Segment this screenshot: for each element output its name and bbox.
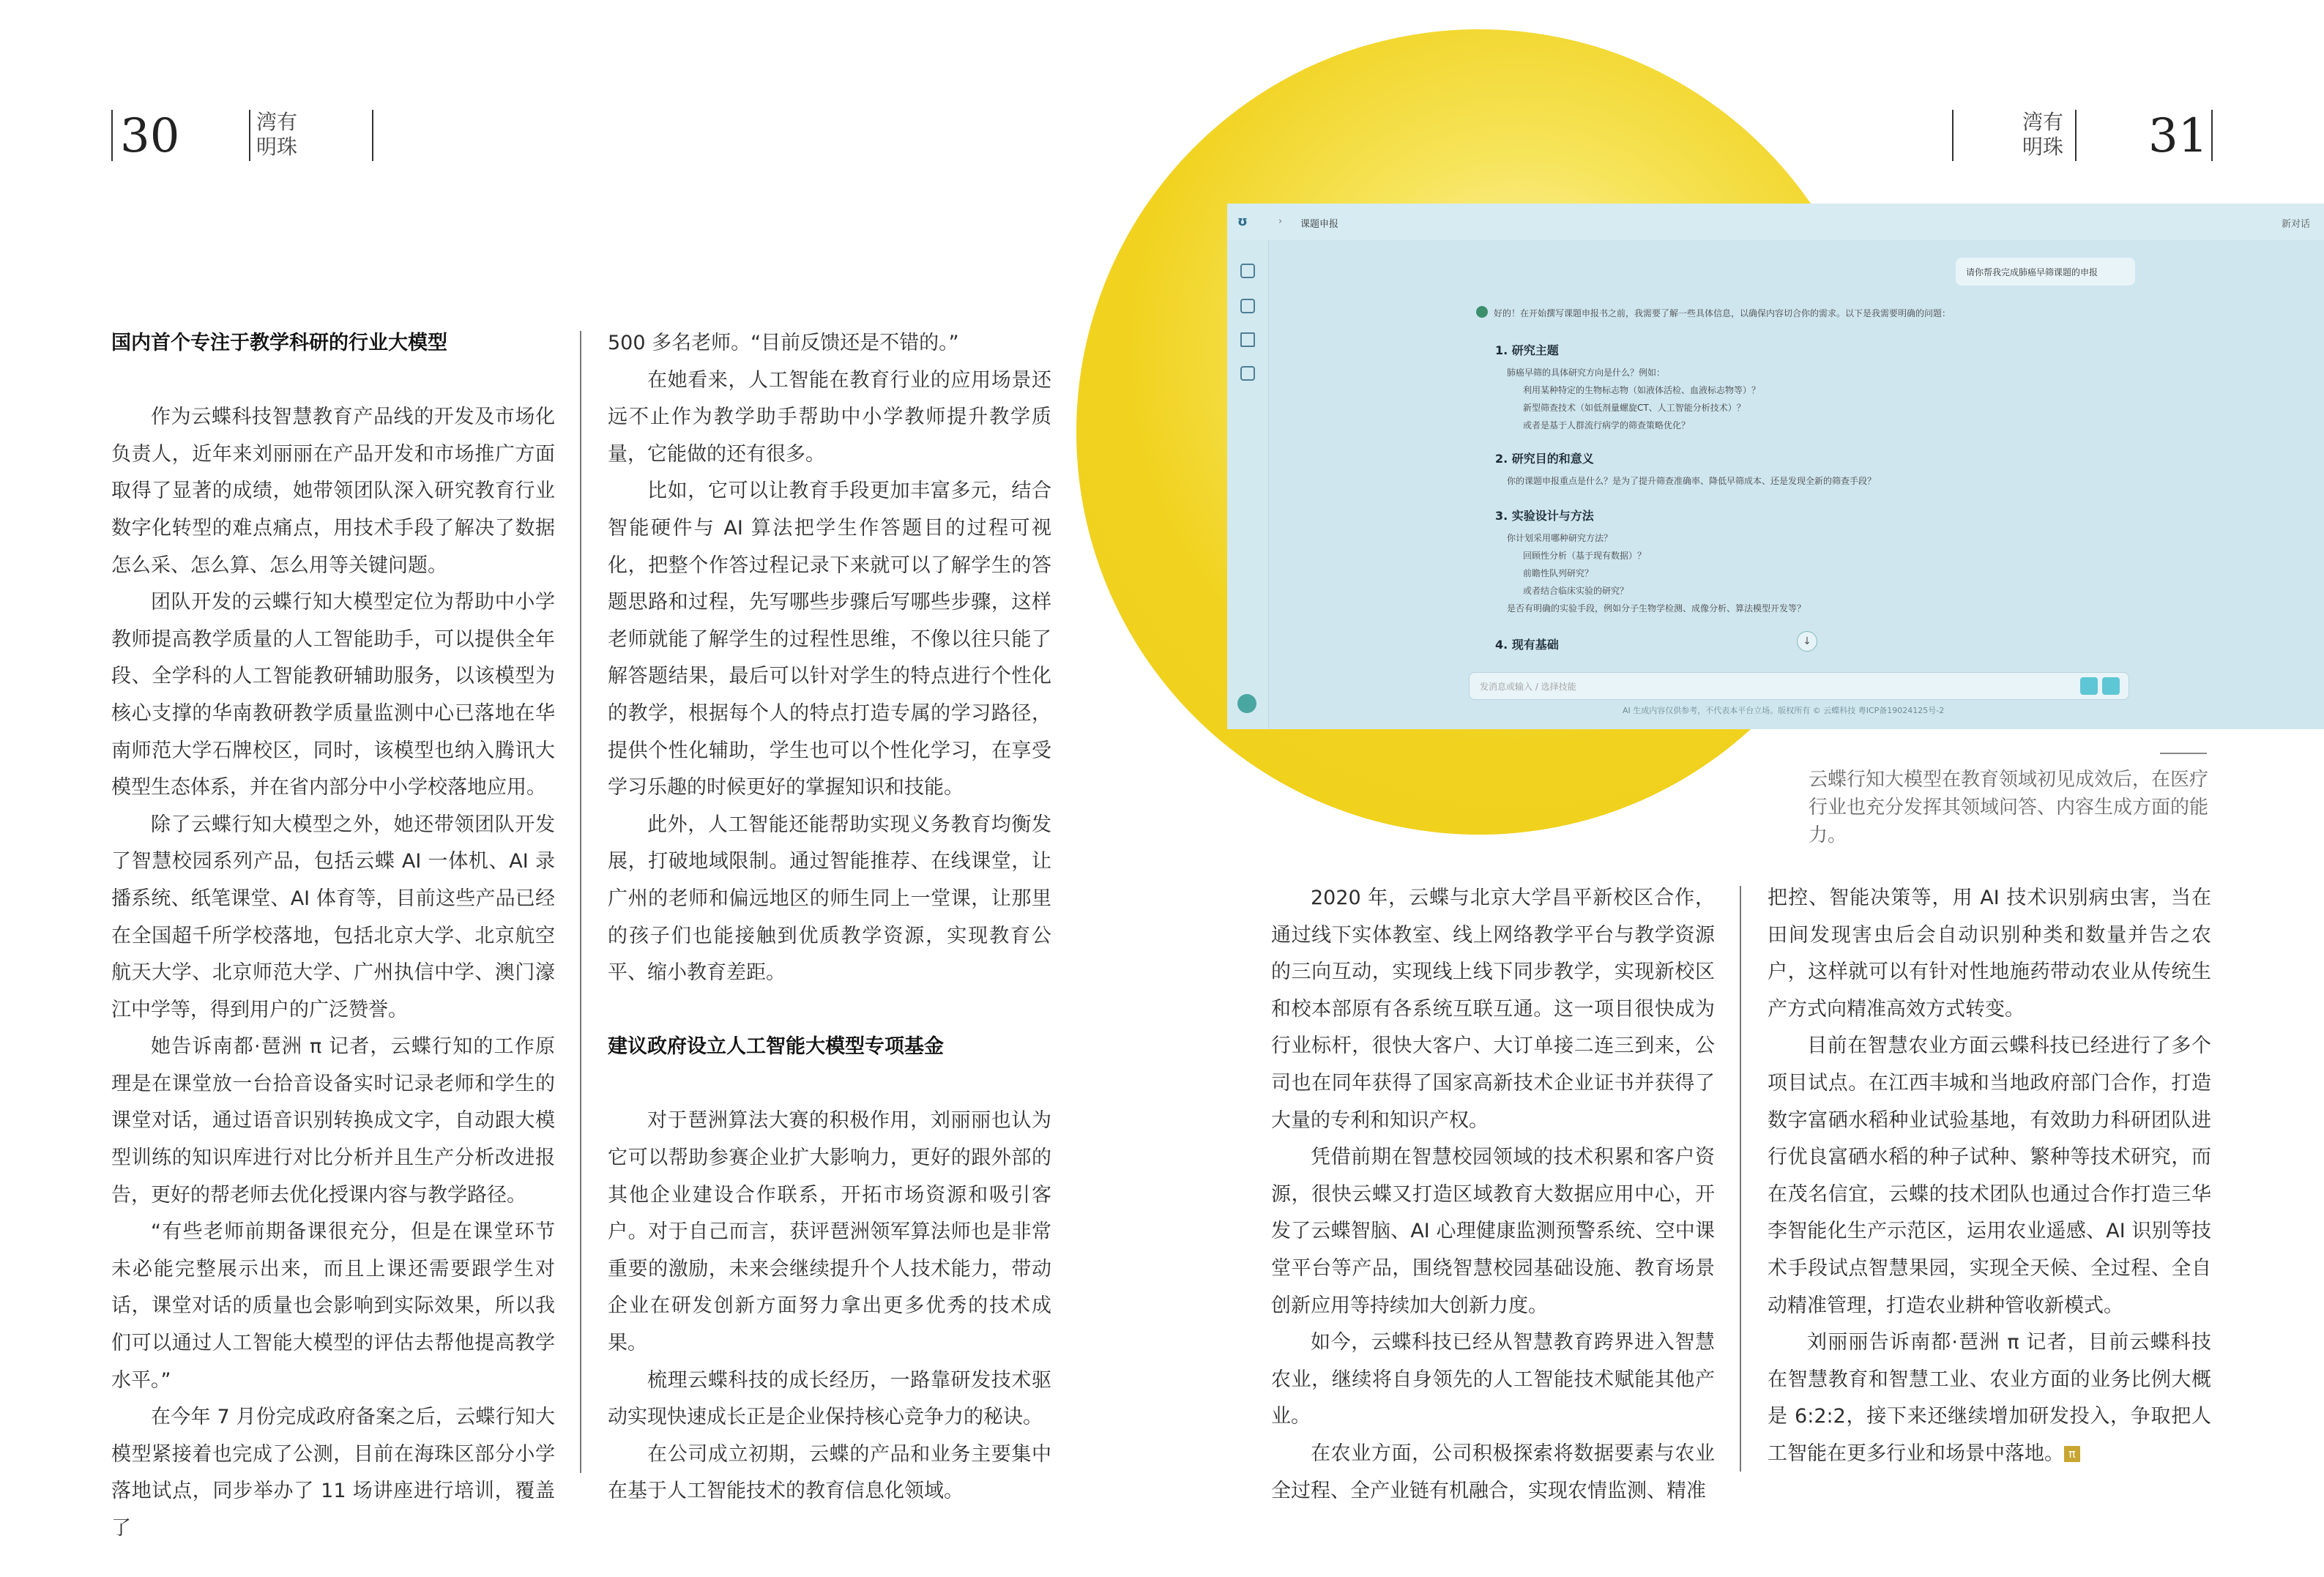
chat-input[interactable] bbox=[1469, 672, 2129, 700]
chevron-right-icon: › bbox=[1278, 216, 1283, 227]
header-rule-left-inner bbox=[372, 110, 373, 161]
paragraph: 对于琶洲算法大赛的积极作用，刘丽丽也认为它可以帮助参赛企业扩大影响力，更好的跟外部的其他企业建设合作联系，开拓市场资源和吸引客户。对于自己而言，获评琶洲领军算法师也是非常重要的激励，未来会继续提升个人技术能力，带动企业在研发创新方面努力拿出更多优秀的技术成果。 bbox=[608, 1109, 1051, 1355]
paragraph: 2020 年，云蝶与北京大学昌平新校区合作，通过线下实体教室、线上网络教学平台与教学资源的三向互动，实现线上线下同步教学，实现新校区和校本部原有各系统互联互通。这一项目很快成为行业标杆，很快大客户、大订单接二连三到来，公司也在同年获得了国家高新技术企业证书并获得了大量的专利和知识产权。 bbox=[1271, 887, 1715, 1132]
paragraph: 目前在智慧农业方面云蝶科技已经进行了多个项目试点。在江西丰城和当地政府部门合作，打造数字富硒水稻种业试验基地，有效助力科研团队进行优良富硒水稻的种子试种、繁种等技术研究，而在茂名信宜，云蝶的技术团队也通过合作打造三华李智能化生产示范区，运用农业遥感、AI 识别等技术手段试点智慧果园，实现全天候、全过程、全自动精准管理，打造农业耕种管收新模式。 bbox=[1768, 1034, 2211, 1317]
header-rule-right-inner bbox=[1952, 110, 1954, 161]
app-sidebar bbox=[1227, 240, 1269, 729]
section-heading: 国内首个专注于教学科研的行业大模型 bbox=[111, 332, 447, 354]
paragraph bbox=[1768, 1324, 2211, 1472]
scroll-down-button[interactable]: ↓ bbox=[1797, 631, 1817, 652]
section-title: 4. 现有基础 bbox=[1495, 638, 1559, 652]
user-message-bubble bbox=[1956, 258, 2135, 286]
article-column-1 bbox=[111, 325, 555, 1548]
history-icon[interactable] bbox=[1240, 366, 1255, 381]
list-icon[interactable] bbox=[1240, 332, 1255, 347]
end-mark-icon: π bbox=[2064, 1446, 2080, 1462]
attach-button[interactable] bbox=[2080, 677, 2098, 695]
app-logo-icon: ʊ bbox=[1237, 214, 1248, 229]
list-item: 或者是基于人群流行病学的筛查策略优化？ bbox=[1523, 420, 1691, 430]
section-title: 3. 实验设计与方法 bbox=[1495, 509, 1594, 523]
list-item: 你计划采用哪种研究方法？ bbox=[1507, 533, 1613, 543]
magazine-section-line1-right: 湾有 bbox=[2022, 110, 2064, 134]
avatar[interactable] bbox=[1237, 694, 1256, 713]
bot-avatar-icon bbox=[1476, 306, 1488, 318]
quote-paragraph: “有些老师前期备课很充分，但是在课堂环节未必能完整展示出来，而且上课还需要跟学生对话，课堂对话的质量也会影响到实际效果，所以我们可以通过人工智能大模型的评估去帮他提高教学水平。” bbox=[111, 1220, 555, 1392]
paragraph: 如今，云蝶科技已经从智慧教育跨界进入智慧农业，继续将自身领先的人工智能技术赋能其他产业。 bbox=[1271, 1331, 1715, 1428]
paragraph: 在今年 7 月份完成政府备案之后，云蝶行知大模型紧接着也完成了公测，目前在海珠区部分小学落地试点，同步举办了 11 场讲座进行培训，覆盖了 bbox=[111, 1406, 555, 1540]
magazine-section-line2-right: 明珠 bbox=[2022, 135, 2064, 159]
list-item: 或者结合临床实验的研究？ bbox=[1523, 586, 1629, 596]
paragraph: 除了云蝶行知大模型之外，她还带领团队开发了智慧校园系列产品，包括云蝶 AI 一体机、AI 录播系统、纸笔课堂、AI 体育等，目前这些产品已经在全国超千所学校落地，包括北京大学、北京航空航天大学、北京师范大学、广州执信中学、澳门濠江中学等，得到用户的广泛赞誉。 bbox=[111, 813, 555, 1021]
footer-disclaimer: AI 生成内容仅供参考，不代表本平台立场。版权所有 © 云蝶科技 粤ICP备19024125号-2 bbox=[1623, 706, 1945, 715]
input-placeholder: 发消息或输入 / 选择技能 bbox=[1480, 682, 1576, 692]
list-item: 前瞻性队列研究？ bbox=[1523, 568, 1594, 578]
header-rule-right-outer bbox=[2211, 110, 2213, 161]
page-number-right: 31 bbox=[2148, 109, 2208, 163]
chat-icon[interactable] bbox=[1240, 264, 1255, 278]
breadcrumb: 课题申报 bbox=[1300, 219, 1339, 230]
list-item: 肺癌早筛的具体研究方向是什么？例如： bbox=[1507, 368, 1666, 378]
paragraph: 梳理云蝶科技的成长经历，一路靠研发技术驱动实现快速成长正是企业保持核心竞争力的秘诀。 bbox=[608, 1368, 1051, 1429]
app-screenshot bbox=[1227, 204, 2324, 729]
send-button[interactable] bbox=[2102, 677, 2120, 695]
list-item: 利用某种特定的生物标志物（如液体活检、血液标志物等）？ bbox=[1523, 385, 1761, 395]
paragraph-text: 刘丽丽告诉南都·琶洲 π 记者，目前云蝶科技在智慧教育和智慧工业、农业方面的业务比例大概是 6:2:2，接下来还继续增加研发投入，争取把人工智能在更多行业和场景中落地。 bbox=[1768, 1331, 2211, 1465]
column-divider bbox=[580, 331, 581, 1473]
article-column-4 bbox=[1768, 880, 2211, 1473]
paragraph: 500 多名老师。“目前反馈还是不错的。” bbox=[608, 332, 959, 354]
paragraph: 作为云蝶科技智慧教育产品线的开发及市场化负责人，近年来刘丽丽在产品开发和市场推广方面取得了显著的成绩，她带领团队深入研究教育行业数字化转型的难点痛点，用技术手段了解决了数据怎么采、怎么算、怎么用等关键问题。 bbox=[111, 406, 555, 577]
bot-intro: 好的！在开始撰写课题申报书之前，我需要了解一些具体信息，以确保内容切合你的需求。以下是我需要明确的问题： bbox=[1494, 308, 1951, 318]
paragraph: 在公司成立初期，云蝶的产品和业务主要集中在基于人工智能技术的教育信息化领域。 bbox=[608, 1442, 1051, 1503]
magazine-section-line2: 明珠 bbox=[256, 135, 298, 159]
user-message-text: 请你帮我完成肺癌早筛课题的申报 bbox=[1966, 267, 2098, 277]
paragraph: 比如，它可以让教育手段更加丰富多元，结合智能硬件与 AI 算法把学生作答题目的过程可视化，把整个作答过程记录下来就可以了解学生的答题思路和过程，先写哪些步骤后写哪些步骤，这样老师就能了解学生的过程性思维，不像以往只能了解答题结果，最后可以针对学生的特点进行个性化的教学，根据每个人的特点打造专属的学习路径，提供个性化辅助，学生也可以个性化学习，在享受学习乐趣的时候更好的掌握知识和技能。 bbox=[608, 480, 1051, 799]
column-divider bbox=[1740, 886, 1741, 1472]
paragraph: 凭借前期在智慧校园领域的技术积累和客户资源，很快云蝶又打造区域教育大数据应用中心，开发了云蝶智脑、AI 心理健康监测预警系统、空中课堂平台等产品，围绕智慧校园基础设施、教育场景创新应用等持续加大创新力度。 bbox=[1271, 1146, 1715, 1317]
image-caption: 云蝶行知大模型在教育领域初见成效后，在医疗行业也充分发挥其领域问答、内容生成方面的能力。 bbox=[1809, 769, 2209, 846]
header-rule-left-outer bbox=[111, 110, 113, 161]
caption-rule bbox=[2160, 753, 2207, 754]
grid-icon[interactable] bbox=[1240, 299, 1255, 313]
app-topbar bbox=[1227, 204, 2324, 240]
paragraph: 在农业方面，公司积极探索将数据要素与农业全过程、全产业链有机融合，实现农情监测、精准 bbox=[1271, 1442, 1715, 1502]
page-number-left: 30 bbox=[120, 109, 180, 163]
section-title: 1. 研究主题 bbox=[1495, 343, 1559, 357]
paragraph: 团队开发的云蝶行知大模型定位为帮助中小学教师提高教学质量的人工智能助手，可以提供全年段、全学科的人工智能教研辅助服务，以该模型为核心支撑的华南教研教学质量监测中心已落地在华南师范大学石牌校区，同时，该模型也纳入腾讯大模型生态体系，并在省内部分中小学校落地应用。 bbox=[111, 591, 555, 799]
magazine-section-line1: 湾有 bbox=[256, 110, 298, 134]
header-rule-left-mid bbox=[249, 110, 250, 161]
list-item: 是否有明确的实验手段，例如分子生物学检测、成像分析、算法模型开发等？ bbox=[1507, 603, 1806, 614]
list-item: 回顾性分析（基于现有数据）？ bbox=[1523, 551, 1647, 561]
article-column-3 bbox=[1271, 880, 1715, 1510]
paragraph: 把控、智能决策等，用 AI 技术识别病虫害，当在田间发现害虫后会自动识别种类和数量并告之农户，这样就可以有针对性地施药带动农业从传统生产方式向精准高效方式转变。 bbox=[1768, 887, 2211, 1021]
new-chat-button[interactable]: 新对话 bbox=[2282, 219, 2311, 230]
list-item: 你的课题申报重点是什么？是为了提升筛查准确率、降低早筛成本、还是发现全新的筛查手段？ bbox=[1507, 476, 1877, 486]
paragraph: 在她看来，人工智能在教育行业的应用场景还远不止作为教学助手帮助中小学教师提升教学质量，它能做的还有很多。 bbox=[608, 368, 1051, 466]
paragraph: 此外，人工智能还能帮助实现义务教育均衡发展，打破地域限制。通过智能推荐、在线课堂，让广州的老师和偏远地区的师生同上一堂课，让那里的孩子们也能接触到优质教学资源，实现教育公平、缩小教育差距。 bbox=[608, 813, 1051, 985]
list-item: 新型筛查技术（如低剂量螺旋CT、人工智能分析技术）？ bbox=[1523, 403, 1746, 413]
section-title: 2. 研究目的和意义 bbox=[1495, 452, 1594, 466]
header-rule-right-mid bbox=[2075, 110, 2077, 161]
article-column-2 bbox=[608, 325, 1051, 1510]
section-heading: 建议政府设立人工智能大模型专项基金 bbox=[608, 1035, 944, 1059]
paragraph: 她告诉南都·琶洲 π 记者，云蝶行知的工作原理是在课堂放一台拾音设备实时记录老师和学生的课堂对话，通过语音识别转换成文字，自动跟大模型训练的知识库进行对比分析并且生产分析改进报告，更好的帮老师去优化授课内容与教学路径。 bbox=[111, 1035, 555, 1207]
